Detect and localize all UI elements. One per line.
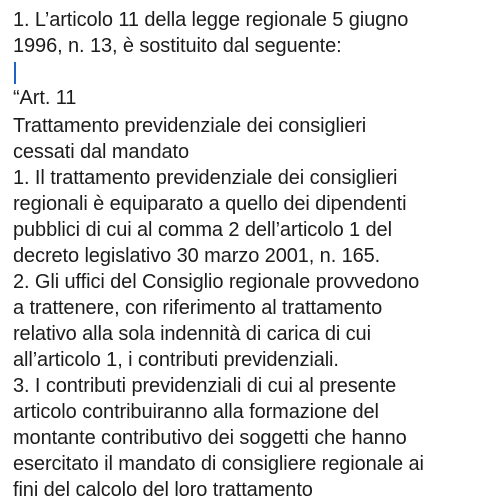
- text-cursor: [14, 62, 16, 84]
- text-line: esercitato il mandato di consigliere regionale ai: [13, 453, 424, 475]
- text-line: montante contributivo dei soggetti che hanno: [13, 427, 407, 449]
- text-line: 3. I contributi previdenziali di cui al presente: [13, 375, 397, 397]
- text-line: regionali è equiparato a quello dei dipendenti: [13, 193, 407, 215]
- text-line: cessati dal mandato: [13, 141, 189, 163]
- text-line: decreto legislativo 30 marzo 2001, n. 165.: [13, 245, 381, 267]
- text-line: 1996, n. 13, è sostituito dal seguente:: [13, 35, 342, 57]
- text-line: a trattenere, con riferimento al trattamento: [13, 297, 383, 319]
- text-line: Trattamento previdenziale dei consiglieri: [13, 115, 367, 137]
- text-line: 1. Il trattamento previdenziale dei consiglieri: [13, 167, 398, 189]
- text-line: fini del calcolo del loro trattamento: [13, 479, 313, 500]
- text-line: relativo alla sola indennità di carica di cui: [13, 323, 371, 345]
- text-line: articolo contribuiranno alla formazione del: [13, 401, 379, 423]
- text-line: “Art. 11: [13, 87, 77, 109]
- text-line: pubblici di cui al comma 2 dell’articolo 1 del: [13, 219, 392, 241]
- text-line: all’articolo 1, i contributi previdenziali.: [13, 349, 339, 371]
- text-line: 1. L’articolo 11 della legge regionale 5 giugno: [13, 9, 409, 31]
- text-line: 2. Gli uffici del Consiglio regionale provvedono: [13, 271, 420, 293]
